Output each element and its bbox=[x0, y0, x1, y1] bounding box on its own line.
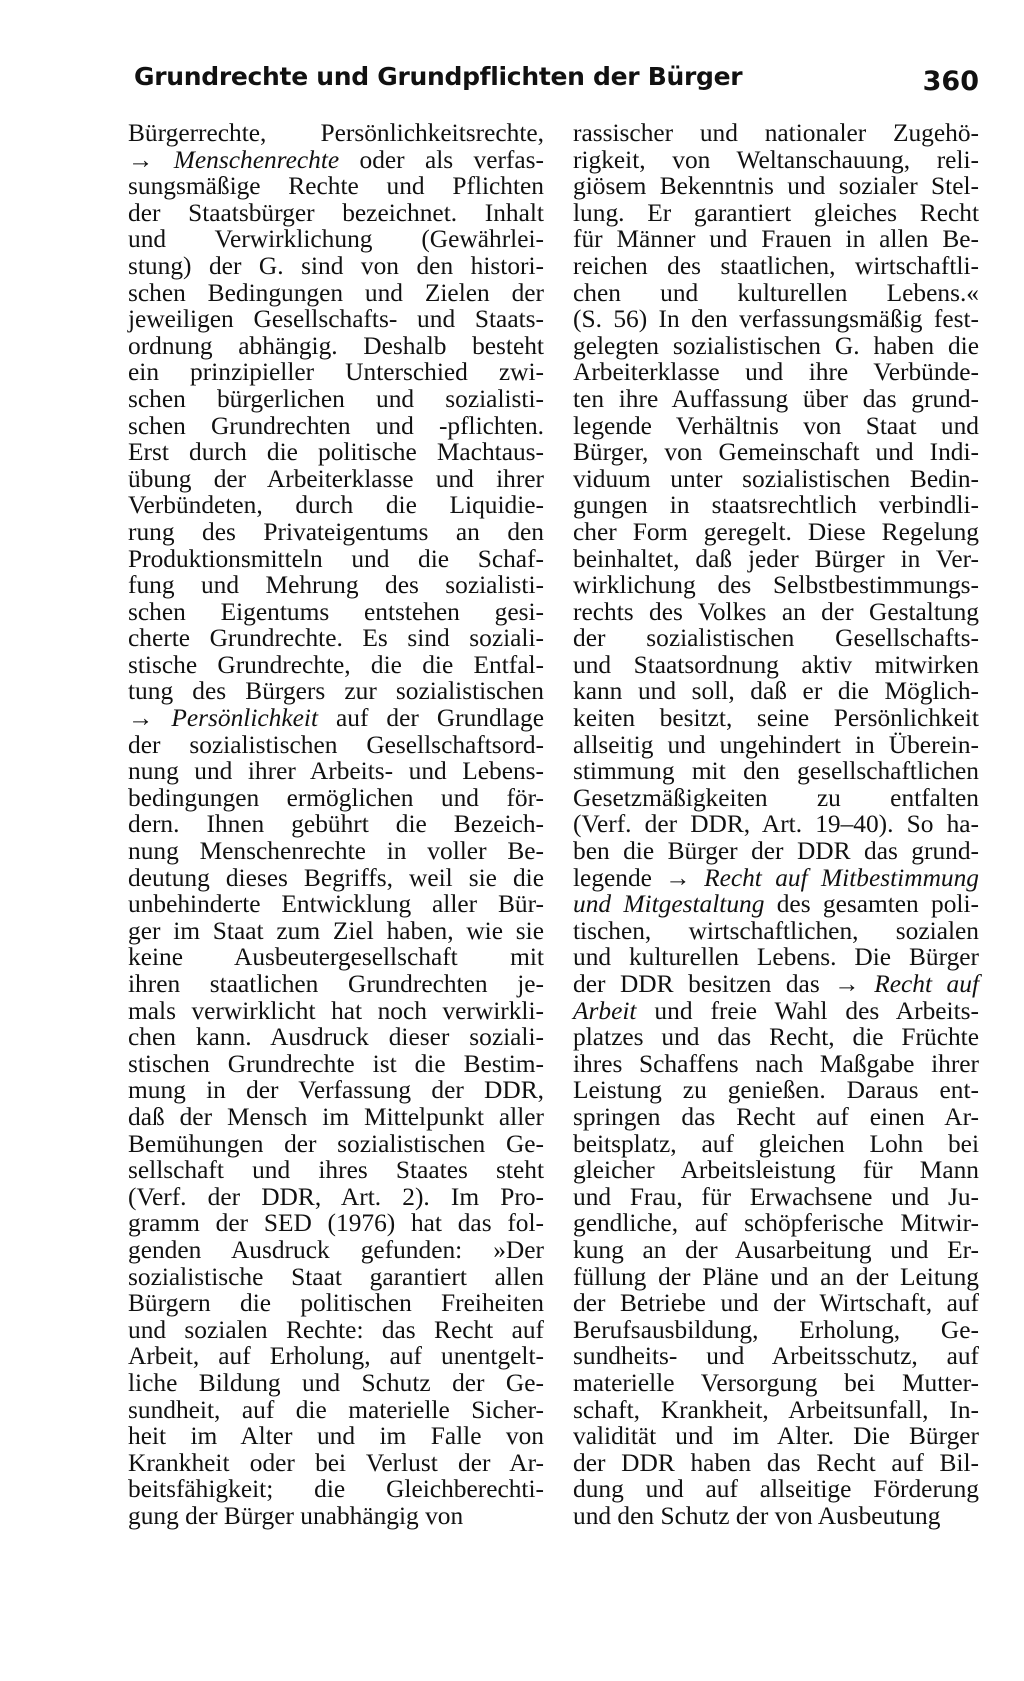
text-run: Produktionsmitteln und die Schaf- bbox=[128, 544, 544, 573]
text-run: der sozialistischen Gesellschaftsord- bbox=[128, 730, 544, 759]
text-run: stische Grundrechte, die die Entfal- bbox=[128, 650, 544, 679]
right-column-line bbox=[573, 705, 979, 732]
right-column-line bbox=[573, 1476, 979, 1503]
text-run: → bbox=[128, 145, 174, 174]
text-run: ordnung abhängig. Deshalb besteht bbox=[128, 331, 544, 360]
right-column-line bbox=[573, 1397, 979, 1424]
text-run: Erst durch die politische Machtaus- bbox=[128, 438, 544, 467]
text-run: reichen des staatlichen, wirtschaftli- bbox=[573, 251, 979, 280]
text-run: jeweiligen Gesellschafts- und Staats- bbox=[128, 305, 544, 334]
text-run: und Frau, für Erwachsene und Ju- bbox=[573, 1182, 979, 1211]
cross-reference: und Mitgestaltung bbox=[573, 890, 765, 919]
text-run: genden Ausdruck gefunden: »Der bbox=[128, 1235, 544, 1264]
text-run: sundheits- und Arbeitsschutz, auf bbox=[573, 1342, 979, 1371]
text-run: Arbeit, auf Erholung, auf unentgelt- bbox=[128, 1342, 544, 1371]
right-column-line bbox=[573, 625, 979, 652]
text-run: nung Menschenrechte in voller Be- bbox=[128, 837, 544, 866]
right-column-line bbox=[573, 413, 979, 440]
left-column-line bbox=[128, 439, 544, 466]
text-run: unbehinderte Entwicklung aller Bür- bbox=[128, 890, 544, 919]
text-run: Gesetzmäßigkeiten zu entfalten bbox=[573, 783, 979, 812]
right-column-line bbox=[573, 1370, 979, 1397]
left-column-line bbox=[128, 386, 544, 413]
text-run: übung der Arbeiterklasse und ihrer bbox=[128, 464, 544, 493]
text-run: füllung der Pläne und an der Leitung bbox=[573, 1262, 979, 1291]
text-run: legende Verhältnis von Staat und bbox=[573, 411, 979, 440]
left-column-line bbox=[128, 466, 544, 493]
left-column-line bbox=[128, 200, 544, 227]
left-column-line bbox=[128, 838, 544, 865]
left-column-line bbox=[128, 732, 544, 759]
text-run: gung der Bürger unabhängig von bbox=[128, 1501, 464, 1530]
left-column-line bbox=[128, 944, 544, 971]
text-run: stung) der G. sind von den histori- bbox=[128, 251, 544, 280]
text-run: Arbeiterklasse und ihre Verbünde- bbox=[573, 358, 979, 387]
right-column-line bbox=[573, 678, 979, 705]
left-column-line bbox=[128, 652, 544, 679]
text-run: und den Schutz der von Ausbeutung bbox=[573, 1501, 941, 1530]
text-run: schaft, Krankheit, Arbeitsunfall, In- bbox=[573, 1395, 979, 1424]
text-run: beinhaltet, daß jeder Bürger in Ver- bbox=[573, 544, 979, 573]
cross-reference: Recht auf Mitbestimmung bbox=[704, 863, 979, 892]
right-column-line bbox=[573, 280, 979, 307]
right-column-line bbox=[573, 1210, 979, 1237]
left-column-line bbox=[128, 1423, 544, 1450]
left-column-line bbox=[128, 1343, 544, 1370]
text-run: und Staatsordnung aktiv mitwirken bbox=[573, 650, 979, 679]
left-column-line bbox=[128, 147, 544, 174]
right-column-line bbox=[573, 1184, 979, 1211]
right-column-line bbox=[573, 811, 979, 838]
left-column-line bbox=[128, 1290, 544, 1317]
text-run: tung des Bürgers zur sozialistischen bbox=[128, 677, 544, 706]
right-column-line bbox=[573, 572, 979, 599]
left-column-line bbox=[128, 253, 544, 280]
right-column-line bbox=[573, 971, 979, 998]
right-column-line bbox=[573, 359, 979, 386]
left-column-line bbox=[128, 865, 544, 892]
text-run: sellschaft und ihres Staates steht bbox=[128, 1156, 544, 1185]
right-column-line bbox=[573, 1051, 979, 1078]
text-run: fung und Mehrung des sozialisti- bbox=[128, 571, 544, 600]
left-column-line bbox=[128, 1264, 544, 1291]
left-column-line bbox=[128, 546, 544, 573]
right-column-line bbox=[573, 652, 979, 679]
text-run: keine Ausbeutergesellschaft mit bbox=[128, 943, 544, 972]
left-column-line bbox=[128, 1024, 544, 1051]
text-run: kann und soll, daß er die Möglich- bbox=[573, 677, 979, 706]
left-column-line bbox=[128, 572, 544, 599]
text-run: mals verwirklicht hat noch verwirkli- bbox=[128, 996, 544, 1025]
right-column-line bbox=[573, 519, 979, 546]
text-run: cherte Grundrechte. Es sind soziali- bbox=[128, 624, 544, 653]
text-run: ihren staatlichen Grundrechten je- bbox=[128, 970, 544, 998]
right-column-line bbox=[573, 147, 979, 174]
left-column-line bbox=[128, 678, 544, 705]
right-column-line bbox=[573, 492, 979, 519]
right-column-line bbox=[573, 466, 979, 493]
left-column-line bbox=[128, 971, 544, 998]
text-run: Bürger, von Gemeinschaft und Indi- bbox=[573, 438, 979, 467]
text-run: der sozialistischen Gesellschafts- bbox=[573, 624, 979, 653]
text-run: Krankheit oder bei Verlust der Ar- bbox=[128, 1448, 544, 1477]
left-column-line bbox=[128, 306, 544, 333]
text-run: chen und kulturellen Lebens.« bbox=[573, 278, 979, 307]
text-run: lung. Er garantiert gleiches Recht bbox=[573, 198, 979, 227]
text-run: schen Grundrechten und -pflichten. bbox=[128, 411, 544, 440]
right-column-line bbox=[573, 891, 979, 918]
text-run: gramm der SED (1976) hat das fol- bbox=[128, 1209, 544, 1238]
text-run: rung des Privateigentums an den bbox=[128, 517, 544, 546]
text-run: mung in der Verfassung der DDR, bbox=[128, 1076, 544, 1105]
text-run: deutung dieses Begriffs, weil sie die bbox=[128, 863, 544, 892]
text-run: stimmung mit den gesellschaftlichen bbox=[573, 757, 979, 786]
text-run: ihres Schaffens nach Maßgabe ihrer bbox=[573, 1049, 979, 1078]
left-column-line bbox=[128, 758, 544, 785]
right-column-line bbox=[573, 1503, 979, 1530]
text-run: gleicher Arbeitsleistung für Mann bbox=[573, 1156, 979, 1185]
text-run: (S. 56) In den verfassungsmäßig fest- bbox=[573, 305, 979, 334]
page-header bbox=[134, 62, 979, 102]
text-run: wirklichung des Selbstbestimmungs- bbox=[573, 571, 979, 600]
text-run: materielle Versorgung bei Mutter- bbox=[573, 1368, 979, 1397]
text-run: viduum unter sozialistischen Bedin- bbox=[573, 464, 979, 493]
left-column-line bbox=[128, 1397, 544, 1424]
left-column-line bbox=[128, 1317, 544, 1344]
right-column-line bbox=[573, 865, 979, 892]
text-run: platzes und das Recht, die Früchte bbox=[573, 1023, 979, 1052]
text-run: der Staatsbürger bezeichnet. Inhalt bbox=[128, 198, 544, 227]
text-run: beitsplatz, auf gleichen Lohn bei bbox=[573, 1129, 979, 1158]
right-column-line bbox=[573, 226, 979, 253]
text-run: Berufsausbildung, Erholung, Ge- bbox=[573, 1315, 979, 1344]
left-column-line bbox=[128, 1450, 544, 1477]
text-run: und kulturellen Lebens. Die Bürger bbox=[573, 943, 979, 972]
text-run: chen kann. Ausdruck dieser soziali- bbox=[128, 1023, 544, 1052]
left-column-line bbox=[128, 1370, 544, 1397]
right-column-line bbox=[573, 1450, 979, 1477]
text-run: gungen in staatsrechtlich verbindli- bbox=[573, 491, 979, 520]
text-run: Bürgerrechte, Persönlichkeitsrechte, bbox=[128, 119, 544, 147]
text-run: cher Form geregelt. Diese Regelung bbox=[573, 517, 979, 546]
text-run: stischen Grundrechte ist die Bestim- bbox=[128, 1049, 544, 1078]
right-column-line bbox=[573, 944, 979, 971]
text-run: Bürgern die politischen Freiheiten bbox=[128, 1289, 544, 1318]
right-column-line bbox=[573, 173, 979, 200]
right-column-line bbox=[573, 732, 979, 759]
right-column-line bbox=[573, 120, 979, 147]
text-run: validität und im Alter. Die Bürger bbox=[573, 1422, 979, 1451]
right-column-line bbox=[573, 1024, 979, 1051]
page-number: 360 bbox=[922, 66, 979, 97]
text-run: dern. Ihnen gebührt die Bezeich- bbox=[128, 810, 544, 839]
text-run: der DDR besitzen das → bbox=[573, 970, 875, 998]
text-run: und freie Wahl des Arbeits- bbox=[636, 996, 979, 1025]
left-column-line bbox=[128, 1104, 544, 1131]
left-column-line bbox=[128, 519, 544, 546]
right-column-line bbox=[573, 1264, 979, 1291]
text-run: (Verf. der DDR, Art. 19–40). So ha- bbox=[573, 810, 979, 839]
text-run: gelegten sozialistischen G. haben die bbox=[573, 331, 979, 360]
left-column-line bbox=[128, 1157, 544, 1184]
text-run: gendliche, auf schöpferische Mitwir- bbox=[573, 1209, 979, 1238]
running-head: Grundrechte und Grundpflichten der Bürger bbox=[134, 62, 743, 91]
right-column-line bbox=[573, 1077, 979, 1104]
text-run: daß der Mensch im Mittelpunkt aller bbox=[128, 1102, 544, 1131]
right-column-line bbox=[573, 333, 979, 360]
text-run: rigkeit, von Weltanschauung, reli- bbox=[573, 145, 979, 174]
left-column-line bbox=[128, 1237, 544, 1264]
text-run: dung und auf allseitige Förderung bbox=[573, 1475, 979, 1504]
left-column-line bbox=[128, 1077, 544, 1104]
right-column-line bbox=[573, 918, 979, 945]
text-run: keiten besitzt, seine Persönlichkeit bbox=[573, 704, 979, 733]
text-run: ben die Bürger der DDR das grund- bbox=[573, 837, 979, 866]
text-run: ein prinzipieller Unterschied zwi- bbox=[128, 358, 544, 387]
right-column-line bbox=[573, 546, 979, 573]
text-run: sundheit, auf die materielle Sicher- bbox=[128, 1395, 544, 1424]
left-column-line bbox=[128, 492, 544, 519]
text-run: legende → bbox=[573, 863, 705, 892]
text-run: für Männer und Frauen in allen Be- bbox=[573, 225, 979, 254]
right-column-line bbox=[573, 599, 979, 626]
right-column-line bbox=[573, 1237, 979, 1264]
text-run: kung an der Ausarbeitung und Er- bbox=[573, 1235, 979, 1264]
left-column-line bbox=[128, 413, 544, 440]
left-column-line bbox=[128, 1184, 544, 1211]
left-column-line bbox=[128, 998, 544, 1025]
text-run: → bbox=[128, 704, 172, 733]
left-column-line bbox=[128, 918, 544, 945]
text-column-right bbox=[573, 120, 979, 1529]
right-column-line bbox=[573, 1423, 979, 1450]
text-run: (Verf. der DDR, Art. 2). Im Pro- bbox=[128, 1182, 544, 1211]
text-run: Bemühungen der sozialistischen Ge- bbox=[128, 1129, 544, 1158]
cross-reference: Persönlichkeit bbox=[171, 704, 319, 733]
right-column-line bbox=[573, 386, 979, 413]
text-run: rassischer und nationaler Zugehö- bbox=[573, 119, 979, 147]
text-run: sozialistische Staat garantiert allen bbox=[128, 1262, 544, 1291]
text-run: allseitig und ungehindert in Überein- bbox=[573, 730, 979, 759]
text-run: sungsmäßige Rechte und Pflichten bbox=[128, 172, 544, 201]
text-run: tischen, wirtschaftlichen, sozialen bbox=[573, 916, 979, 945]
text-run: und sozialen Rechte: das Recht auf bbox=[128, 1315, 544, 1344]
left-column-line bbox=[128, 599, 544, 626]
left-column-line bbox=[128, 359, 544, 386]
left-column-line bbox=[128, 785, 544, 812]
right-column-line bbox=[573, 1290, 979, 1317]
right-column-line bbox=[573, 200, 979, 227]
left-column-line bbox=[128, 120, 544, 147]
left-column-line bbox=[128, 280, 544, 307]
text-column-left bbox=[128, 120, 544, 1529]
left-column-line bbox=[128, 1131, 544, 1158]
text-run: ger im Staat zum Ziel haben, wie sie bbox=[128, 916, 544, 945]
text-run: springen das Recht auf einen Ar- bbox=[573, 1102, 979, 1131]
text-run: bedingungen ermöglichen und för- bbox=[128, 783, 544, 812]
text-run: ten ihre Auffassung über das grund- bbox=[573, 384, 979, 413]
left-column-line bbox=[128, 1051, 544, 1078]
text-run: der DDR haben das Recht auf Bil- bbox=[573, 1448, 979, 1477]
left-column-line bbox=[128, 226, 544, 253]
right-column-line bbox=[573, 1343, 979, 1370]
text-run: des gesamten poli- bbox=[764, 890, 980, 919]
text-run: Verbündeten, durch die Liquidie- bbox=[128, 491, 544, 520]
right-column-line bbox=[573, 998, 979, 1025]
cross-reference: Menschenrechte bbox=[173, 145, 340, 174]
left-column-line bbox=[128, 1210, 544, 1237]
cross-reference: Recht auf bbox=[874, 970, 979, 998]
text-run: oder als verfas- bbox=[339, 145, 544, 174]
text-run: liche Bildung und Schutz der Ge- bbox=[128, 1368, 544, 1397]
left-column-line bbox=[128, 1476, 544, 1503]
text-run: schen Eigentums entstehen gesi- bbox=[128, 597, 544, 626]
left-column-line bbox=[128, 1503, 544, 1530]
right-column-line bbox=[573, 838, 979, 865]
text-run: schen Bedingungen und Zielen der bbox=[128, 278, 544, 307]
right-column-line bbox=[573, 758, 979, 785]
right-column-line bbox=[573, 439, 979, 466]
left-column-line bbox=[128, 333, 544, 360]
text-run: und Verwirklichung (Gewährlei- bbox=[128, 225, 544, 254]
left-column-line bbox=[128, 891, 544, 918]
right-column-line bbox=[573, 1104, 979, 1131]
text-run: heit im Alter und im Falle von bbox=[128, 1422, 544, 1451]
cross-reference: Arbeit bbox=[573, 996, 637, 1025]
text-run: auf der Grundlage bbox=[318, 704, 544, 733]
text-run: der Betriebe und der Wirtschaft, auf bbox=[573, 1289, 979, 1318]
right-column-line bbox=[573, 1317, 979, 1344]
right-column-line bbox=[573, 253, 979, 280]
text-run: giösem Bekenntnis und sozialer Stel- bbox=[573, 172, 979, 201]
text-run: Leistung zu genießen. Daraus ent- bbox=[573, 1076, 979, 1105]
left-column-line bbox=[128, 173, 544, 200]
text-run: schen bürgerlichen und sozialisti- bbox=[128, 384, 544, 413]
right-column-line bbox=[573, 785, 979, 812]
right-column-line bbox=[573, 1131, 979, 1158]
left-column-line bbox=[128, 811, 544, 838]
text-run: rechts des Volkes an der Gestaltung bbox=[573, 597, 979, 626]
text-run: beitsfähigkeit; die Gleichberechti- bbox=[128, 1475, 544, 1504]
right-column-line bbox=[573, 306, 979, 333]
left-column-line bbox=[128, 625, 544, 652]
right-column-line bbox=[573, 1157, 979, 1184]
text-run: nung und ihrer Arbeits- und Lebens- bbox=[128, 757, 544, 786]
left-column-line bbox=[128, 705, 544, 732]
